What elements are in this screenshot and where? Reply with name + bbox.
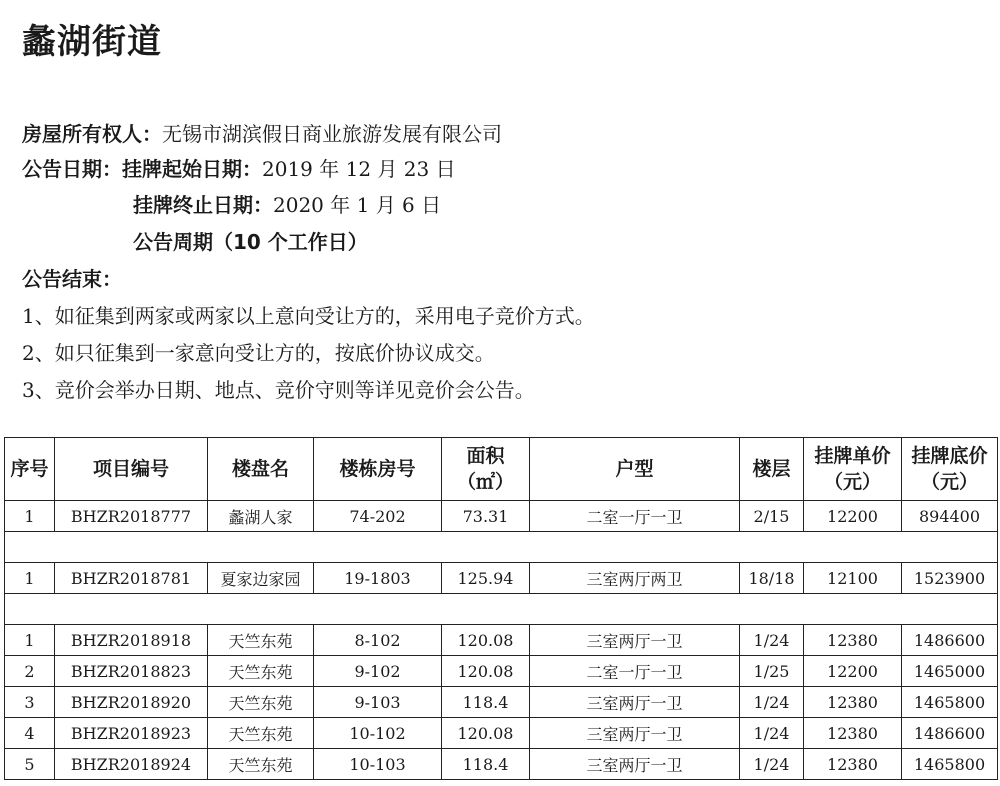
col-header-unit-price-unit: （元）: [823, 471, 881, 493]
cell-base-price: 1486600: [902, 718, 998, 749]
col-header-unit-price-label: 挂牌单价: [814, 445, 891, 467]
notice-end-line: [133, 189, 441, 218]
cell-unit: 8-102: [314, 625, 442, 656]
cell-project-code: BHZR2018918: [55, 625, 208, 656]
cell-project-code: BHZR2018923: [55, 718, 208, 749]
col-header-area-unit: （㎡）: [456, 471, 514, 493]
cell-base-price: 1486600: [902, 625, 998, 656]
col-header-area-label: 面积: [466, 445, 505, 467]
col-header-base-price-label: 挂牌底价: [911, 445, 988, 467]
page-title: 蠡湖街道: [22, 22, 162, 62]
cell-base-price: 1465800: [902, 749, 998, 780]
cell-unit: 74-202: [314, 501, 442, 532]
cell-index: 4: [5, 718, 55, 749]
cell-floor: 1/25: [740, 656, 804, 687]
separator-row: [5, 594, 998, 625]
cell-unit: 10-102: [314, 718, 442, 749]
cell-project-code: BHZR2018920: [55, 687, 208, 718]
cell-base-price: 1465800: [902, 687, 998, 718]
cell-index: 5: [5, 749, 55, 780]
notice-date-label: 公告日期：: [22, 157, 122, 181]
table-row: [5, 718, 998, 749]
separator-cell: [5, 532, 998, 563]
col-header-area: [442, 438, 530, 501]
cell-area: 120.08: [442, 656, 530, 687]
notice-start-label: 挂牌起始日期：: [122, 157, 262, 181]
separator-cell: [5, 594, 998, 625]
cell-base-price: 1465000: [902, 656, 998, 687]
col-header-base-price: [902, 438, 998, 501]
cell-estate: 夏家边家园: [208, 563, 314, 594]
cell-floor: 18/18: [740, 563, 804, 594]
listing-table: [4, 437, 998, 780]
cell-layout: 三室两厅一卫: [530, 687, 740, 718]
cell-unit: 9-102: [314, 656, 442, 687]
cell-unit-price: 12200: [804, 656, 902, 687]
cell-floor: 1/24: [740, 749, 804, 780]
col-header-project-code: 项目编号: [55, 438, 208, 501]
cell-layout: 三室两厅一卫: [530, 625, 740, 656]
cell-index: 1: [5, 563, 55, 594]
table-row: [5, 749, 998, 780]
col-header-index: 序号: [5, 438, 55, 501]
col-header-floor: 楼层: [740, 438, 804, 501]
table-header-row: [5, 438, 998, 501]
cell-unit: 19-1803: [314, 563, 442, 594]
cell-unit: 9-103: [314, 687, 442, 718]
cell-area: 118.4: [442, 687, 530, 718]
cell-estate: 蠡湖人家: [208, 501, 314, 532]
col-header-unit: 楼栋房号: [314, 438, 442, 501]
cell-index: 1: [5, 625, 55, 656]
cell-floor: 1/24: [740, 625, 804, 656]
notice-start-line: [22, 153, 456, 182]
table-row: [5, 625, 998, 656]
cell-estate: 天竺东苑: [208, 718, 314, 749]
cell-project-code: BHZR2018777: [55, 501, 208, 532]
cell-area: 118.4: [442, 749, 530, 780]
col-header-base-price-unit: （元）: [920, 471, 978, 493]
cell-project-code: BHZR2018924: [55, 749, 208, 780]
cell-floor: 1/24: [740, 687, 804, 718]
cell-layout: 三室两厅两卫: [530, 563, 740, 594]
cell-unit-price: 12100: [804, 563, 902, 594]
col-header-estate: 楼盘名: [208, 438, 314, 501]
cell-project-code: BHZR2018823: [55, 656, 208, 687]
cell-estate: 天竺东苑: [208, 749, 314, 780]
cell-index: 1: [5, 501, 55, 532]
result-label: 公告结束：: [22, 267, 122, 291]
col-header-layout: 户型: [530, 438, 740, 501]
cell-area: 120.08: [442, 625, 530, 656]
cell-unit-price: 12380: [804, 687, 902, 718]
cell-base-price: 1523900: [902, 563, 998, 594]
cell-layout: 二室一厅一卫: [530, 656, 740, 687]
cell-layout: 三室两厅一卫: [530, 749, 740, 780]
cell-unit-price: 12200: [804, 501, 902, 532]
notice-end-label: 挂牌终止日期：: [133, 193, 273, 217]
table-row: [5, 656, 998, 687]
cell-floor: 2/15: [740, 501, 804, 532]
cell-unit: 10-103: [314, 749, 442, 780]
cell-index: 3: [5, 687, 55, 718]
cell-layout: 三室两厅一卫: [530, 718, 740, 749]
notice-end-value: 2020 年 1 月 6 日: [273, 193, 442, 217]
cell-base-price: 894400: [902, 501, 998, 532]
table-row: [5, 501, 998, 532]
cell-estate: 天竺东苑: [208, 687, 314, 718]
cell-unit-price: 12380: [804, 718, 902, 749]
owner-value: 无锡市湖滨假日商业旅游发展有限公司: [162, 122, 502, 146]
result-item-1: 1、如征集到两家或两家以上意向受让方的，采用电子竞价方式。: [22, 304, 595, 328]
cell-layout: 二室一厅一卫: [530, 501, 740, 532]
table-row: [5, 563, 998, 594]
cell-area: 125.94: [442, 563, 530, 594]
cell-estate: 天竺东苑: [208, 625, 314, 656]
owner-label: 房屋所有权人：: [22, 122, 162, 146]
col-header-unit-price: [804, 438, 902, 501]
owner-line: [22, 118, 502, 147]
table-row: [5, 687, 998, 718]
cell-area: 73.31: [442, 501, 530, 532]
cell-unit-price: 12380: [804, 625, 902, 656]
cell-unit-price: 12380: [804, 749, 902, 780]
cell-area: 120.08: [442, 718, 530, 749]
separator-row: [5, 532, 998, 563]
cell-estate: 天竺东苑: [208, 656, 314, 687]
notice-start-value: 2019 年 12 月 23 日: [262, 157, 456, 181]
cell-floor: 1/24: [740, 718, 804, 749]
result-item-3: 3、竞价会举办日期、地点、竞价守则等详见竞价会公告。: [22, 378, 535, 402]
cell-project-code: BHZR2018781: [55, 563, 208, 594]
notice-period: 公告周期（10 个工作日）: [133, 230, 368, 254]
result-item-2: 2、如只征集到一家意向受让方的，按底价协议成交。: [22, 341, 495, 365]
cell-index: 2: [5, 656, 55, 687]
